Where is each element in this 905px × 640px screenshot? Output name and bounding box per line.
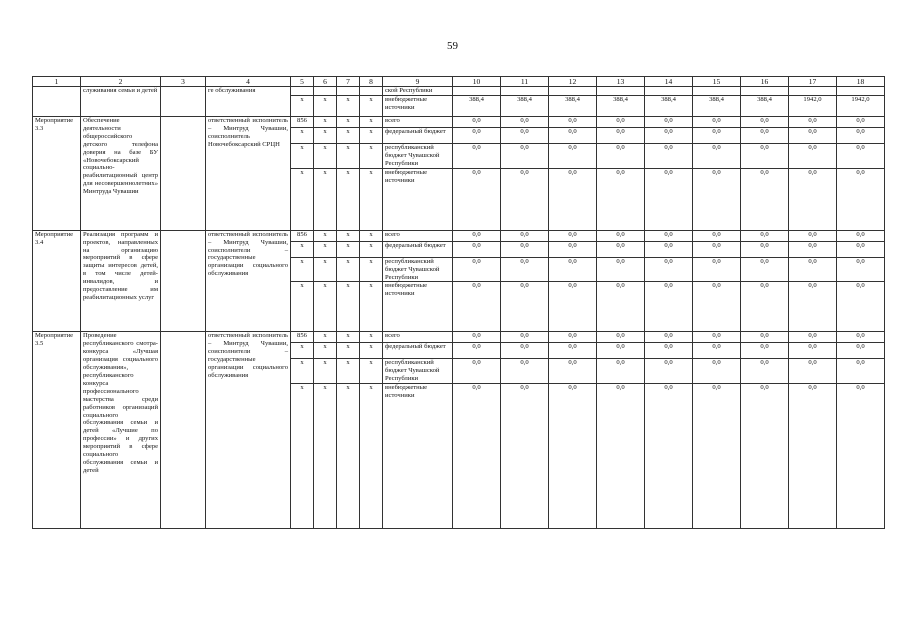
column-number-cell: 15 [693,77,741,87]
amount-cell: 0,0 [789,343,837,359]
code-cell: x [314,168,337,230]
amount-cell: 0,0 [597,168,645,230]
amount-cell: 0,0 [501,343,549,359]
amount-cell [789,87,837,96]
code-cell [360,87,383,96]
table-row [33,230,885,241]
amount-cell: 0,0 [645,343,693,359]
column-number-cell: 8 [360,77,383,87]
funding-source-cell: республиканский бюджет Чувашской Республики [383,257,453,282]
funding-source-cell: всего [383,332,453,343]
code-cell: x [314,359,337,384]
amount-cell: 0,0 [597,128,645,144]
amount-cell: 388,4 [645,96,693,117]
table-body [33,77,885,529]
amount-cell: 0,0 [549,257,597,282]
amount-cell [453,87,501,96]
funding-source-cell: всего [383,117,453,128]
amount-cell: 0,0 [693,241,741,257]
code-cell: x [337,96,360,117]
empty-cell [161,117,206,231]
amount-cell: 0,0 [837,359,885,384]
event-id-cell [33,87,81,117]
code-cell: x [314,343,337,359]
amount-cell: 0,0 [741,230,789,241]
code-cell: x [360,241,383,257]
column-number-cell: 5 [291,77,314,87]
amount-cell: 0,0 [597,144,645,169]
amount-cell: 0,0 [501,384,549,529]
amount-cell [741,87,789,96]
amount-cell: 0,0 [837,168,885,230]
amount-cell: 0,0 [789,128,837,144]
event-name-cell: служивания семьи и детей [81,87,161,117]
code-cell: x [291,168,314,230]
amount-cell: 0,0 [789,117,837,128]
table-row [33,332,885,343]
code-cell [337,87,360,96]
amount-cell: 0,0 [789,241,837,257]
funding-source-cell: федеральный бюджет [383,343,453,359]
amount-cell: 0,0 [645,282,693,332]
amount-cell: 0,0 [837,144,885,169]
page-number: 59 [447,40,458,52]
code-cell: x [337,168,360,230]
amount-cell: 0,0 [789,168,837,230]
code-cell: x [291,359,314,384]
code-cell [291,87,314,96]
code-cell: 856 [291,117,314,128]
amount-cell: 0,0 [693,384,741,529]
amount-cell: 0,0 [645,359,693,384]
code-cell: x [314,96,337,117]
amount-cell: 0,0 [789,144,837,169]
code-cell: x [360,117,383,128]
amount-cell: 0,0 [501,144,549,169]
code-cell: x [337,384,360,529]
amount-cell: 0,0 [453,282,501,332]
amount-cell: 0,0 [453,332,501,343]
column-number-cell: 12 [549,77,597,87]
amount-cell: 0,0 [597,384,645,529]
code-cell: x [337,144,360,169]
code-cell: x [360,96,383,117]
amount-cell: 0,0 [549,332,597,343]
amount-cell [837,87,885,96]
amount-cell: 388,4 [693,96,741,117]
code-cell: x [360,332,383,343]
amount-cell: 0,0 [645,144,693,169]
code-cell: x [314,241,337,257]
column-number-cell: 14 [645,77,693,87]
funding-table [32,76,885,529]
amount-cell: 0,0 [501,241,549,257]
amount-cell [693,87,741,96]
column-number-cell: 7 [337,77,360,87]
amount-cell: 0,0 [645,230,693,241]
amount-cell: 0,0 [549,343,597,359]
amount-cell: 0,0 [693,117,741,128]
code-cell [314,87,337,96]
code-cell: x [337,332,360,343]
amount-cell: 0,0 [453,359,501,384]
column-number-cell: 6 [314,77,337,87]
amount-cell: 0,0 [549,144,597,169]
amount-cell: 0,0 [837,128,885,144]
funding-source-cell: всего [383,230,453,241]
amount-cell: 0,0 [549,282,597,332]
empty-cell [161,332,206,529]
amount-cell: 1942,0 [837,96,885,117]
event-id-cell: Мероприятие 3.4 [33,230,81,332]
amount-cell: 0,0 [693,257,741,282]
column-number-cell: 3 [161,77,206,87]
funding-source-cell: республиканский бюджет Чувашской Республики [383,144,453,169]
amount-cell [645,87,693,96]
executor-cell: ответственный исполнитель – Минтруд Чувашии, соисполнители – государственные организации социального обслуживания [206,230,291,332]
amount-cell: 0,0 [693,144,741,169]
column-number-row [33,77,885,87]
code-cell: 856 [291,230,314,241]
amount-cell: 0,0 [741,343,789,359]
amount-cell: 0,0 [501,128,549,144]
amount-cell: 0,0 [501,359,549,384]
amount-cell: 0,0 [693,128,741,144]
column-number-cell: 13 [597,77,645,87]
amount-cell: 0,0 [453,230,501,241]
amount-cell: 0,0 [453,117,501,128]
code-cell: x [360,359,383,384]
code-cell: x [291,257,314,282]
amount-cell: 0,0 [645,241,693,257]
amount-cell: 0,0 [453,241,501,257]
column-number-cell: 4 [206,77,291,87]
code-cell: x [291,96,314,117]
event-name-cell: Проведение республиканского смотра-конкурса «Лучшая организация социального обслуживания», республиканского конкурса профессионального мастерства среди работников организаций социального обслуживания семьи и детей «Лучшие по профессии» и других мероприятий в сфере социального обслуживания семьи и детей [81,332,161,529]
event-name-cell: Обеспечение деятельности общероссийского детского телефона доверия на базе БУ «Новочебоксарский социально-реабилитационный центр для несовершеннолетних» Минтруда Чувашии [81,117,161,231]
amount-cell: 0,0 [741,359,789,384]
code-cell: x [337,343,360,359]
amount-cell: 0,0 [693,343,741,359]
amount-cell [501,87,549,96]
amount-cell: 0,0 [549,384,597,529]
funding-source-cell: внебюджетные источники [383,384,453,529]
amount-cell: 0,0 [645,117,693,128]
code-cell: x [314,332,337,343]
amount-cell: 0,0 [597,241,645,257]
amount-cell: 0,0 [549,359,597,384]
amount-cell: 0,0 [501,257,549,282]
amount-cell: 0,0 [645,384,693,529]
amount-cell: 0,0 [645,128,693,144]
amount-cell: 0,0 [453,168,501,230]
amount-cell: 0,0 [837,282,885,332]
executor-cell: ге обслуживания [206,87,291,117]
amount-cell: 0,0 [453,128,501,144]
amount-cell: 0,0 [597,257,645,282]
amount-cell [549,87,597,96]
empty-cell [161,230,206,332]
funding-source-cell: республиканский бюджет Чувашской Республики [383,359,453,384]
amount-cell: 0,0 [501,332,549,343]
amount-cell: 0,0 [549,128,597,144]
amount-cell: 0,0 [549,117,597,128]
code-cell: x [360,168,383,230]
amount-cell: 0,0 [597,117,645,128]
code-cell: x [291,144,314,169]
code-cell: x [337,230,360,241]
amount-cell: 0,0 [789,384,837,529]
amount-cell: 0,0 [693,359,741,384]
amount-cell: 0,0 [645,257,693,282]
amount-cell: 0,0 [645,332,693,343]
column-number-cell: 11 [501,77,549,87]
code-cell: x [314,230,337,241]
amount-cell [597,87,645,96]
amount-cell: 0,0 [597,230,645,241]
amount-cell: 0,0 [453,257,501,282]
code-cell: x [314,144,337,169]
amount-cell: 0,0 [741,241,789,257]
amount-cell: 0,0 [597,332,645,343]
code-cell: x [360,230,383,241]
amount-cell: 0,0 [453,384,501,529]
amount-cell: 0,0 [789,359,837,384]
funding-source-cell: федеральный бюджет [383,128,453,144]
empty-cell [161,87,206,117]
column-number-cell: 16 [741,77,789,87]
column-number-cell: 1 [33,77,81,87]
code-cell: x [337,117,360,128]
amount-cell: 0,0 [837,343,885,359]
code-cell: x [291,282,314,332]
code-cell: x [291,128,314,144]
amount-cell: 0,0 [549,230,597,241]
amount-cell: 388,4 [741,96,789,117]
column-number-cell: 18 [837,77,885,87]
column-number-cell: 9 [383,77,453,87]
amount-cell: 0,0 [693,168,741,230]
code-cell: x [314,257,337,282]
amount-cell: 0,0 [837,117,885,128]
code-cell: x [360,128,383,144]
code-cell: x [337,128,360,144]
table-row [33,117,885,128]
code-cell: x [337,282,360,332]
funding-source-cell: внебюджетные источники [383,282,453,332]
amount-cell: 0,0 [837,257,885,282]
amount-cell: 0,0 [741,384,789,529]
executor-cell: ответственный исполнитель – Минтруд Чувашии, соисполнитель Новочебоксарский СРЦН [206,117,291,231]
code-cell: x [314,384,337,529]
column-number-cell: 17 [789,77,837,87]
amount-cell: 0,0 [501,230,549,241]
amount-cell: 0,0 [789,282,837,332]
amount-cell: 0,0 [597,359,645,384]
amount-cell: 0,0 [645,168,693,230]
column-number-cell: 2 [81,77,161,87]
amount-cell: 0,0 [837,384,885,529]
code-cell: x [360,144,383,169]
amount-cell: 0,0 [837,230,885,241]
code-cell: x [291,241,314,257]
amount-cell: 388,4 [453,96,501,117]
code-cell: x [314,128,337,144]
code-cell: x [337,241,360,257]
code-cell: x [360,257,383,282]
amount-cell: 0,0 [837,332,885,343]
amount-cell: 0,0 [693,230,741,241]
amount-cell: 0,0 [789,230,837,241]
code-cell: x [291,384,314,529]
amount-cell: 0,0 [693,332,741,343]
code-cell: x [337,359,360,384]
code-cell: 856 [291,332,314,343]
amount-cell: 388,4 [501,96,549,117]
amount-cell: 0,0 [741,144,789,169]
amount-cell: 0,0 [453,343,501,359]
amount-cell: 0,0 [549,168,597,230]
amount-cell: 0,0 [501,117,549,128]
amount-cell: 0,0 [789,257,837,282]
column-number-cell: 10 [453,77,501,87]
amount-cell: 0,0 [501,168,549,230]
event-id-cell: Мероприятие 3.3 [33,117,81,231]
event-name-cell: Реализация программ и проектов, направленных на организацию мероприятий в сфере защиты интересов детей, в том числе детей-инвалидов, и предоставление им реабилитационных услуг [81,230,161,332]
amount-cell: 0,0 [837,241,885,257]
amount-cell: 0,0 [453,144,501,169]
table-row [33,87,885,96]
amount-cell: 0,0 [597,282,645,332]
amount-cell: 0,0 [741,257,789,282]
code-cell: x [291,343,314,359]
amount-cell: 0,0 [741,168,789,230]
amount-cell: 0,0 [597,343,645,359]
funding-source-cell: внебюджетные источники [383,168,453,230]
code-cell: x [314,117,337,128]
amount-cell: 0,0 [741,332,789,343]
amount-cell: 0,0 [789,332,837,343]
amount-cell: 0,0 [693,282,741,332]
code-cell: x [314,282,337,332]
code-cell: x [360,384,383,529]
executor-cell: ответственный исполнитель – Минтруд Чувашии, соисполнители – государственные организации социального обслуживания [206,332,291,529]
amount-cell: 0,0 [549,241,597,257]
code-cell: x [360,343,383,359]
amount-cell: 1942,0 [789,96,837,117]
funding-source-cell: внебюджетные источники [383,96,453,117]
code-cell: x [337,257,360,282]
amount-cell: 0,0 [501,282,549,332]
amount-cell: 388,4 [597,96,645,117]
amount-cell: 0,0 [741,117,789,128]
event-id-cell: Мероприятие 3.5 [33,332,81,529]
funding-source-cell: федеральный бюджет [383,241,453,257]
amount-cell: 0,0 [741,282,789,332]
amount-cell: 388,4 [549,96,597,117]
amount-cell: 0,0 [741,128,789,144]
code-cell: x [360,282,383,332]
funding-source-cell: ской Республики [383,87,453,96]
